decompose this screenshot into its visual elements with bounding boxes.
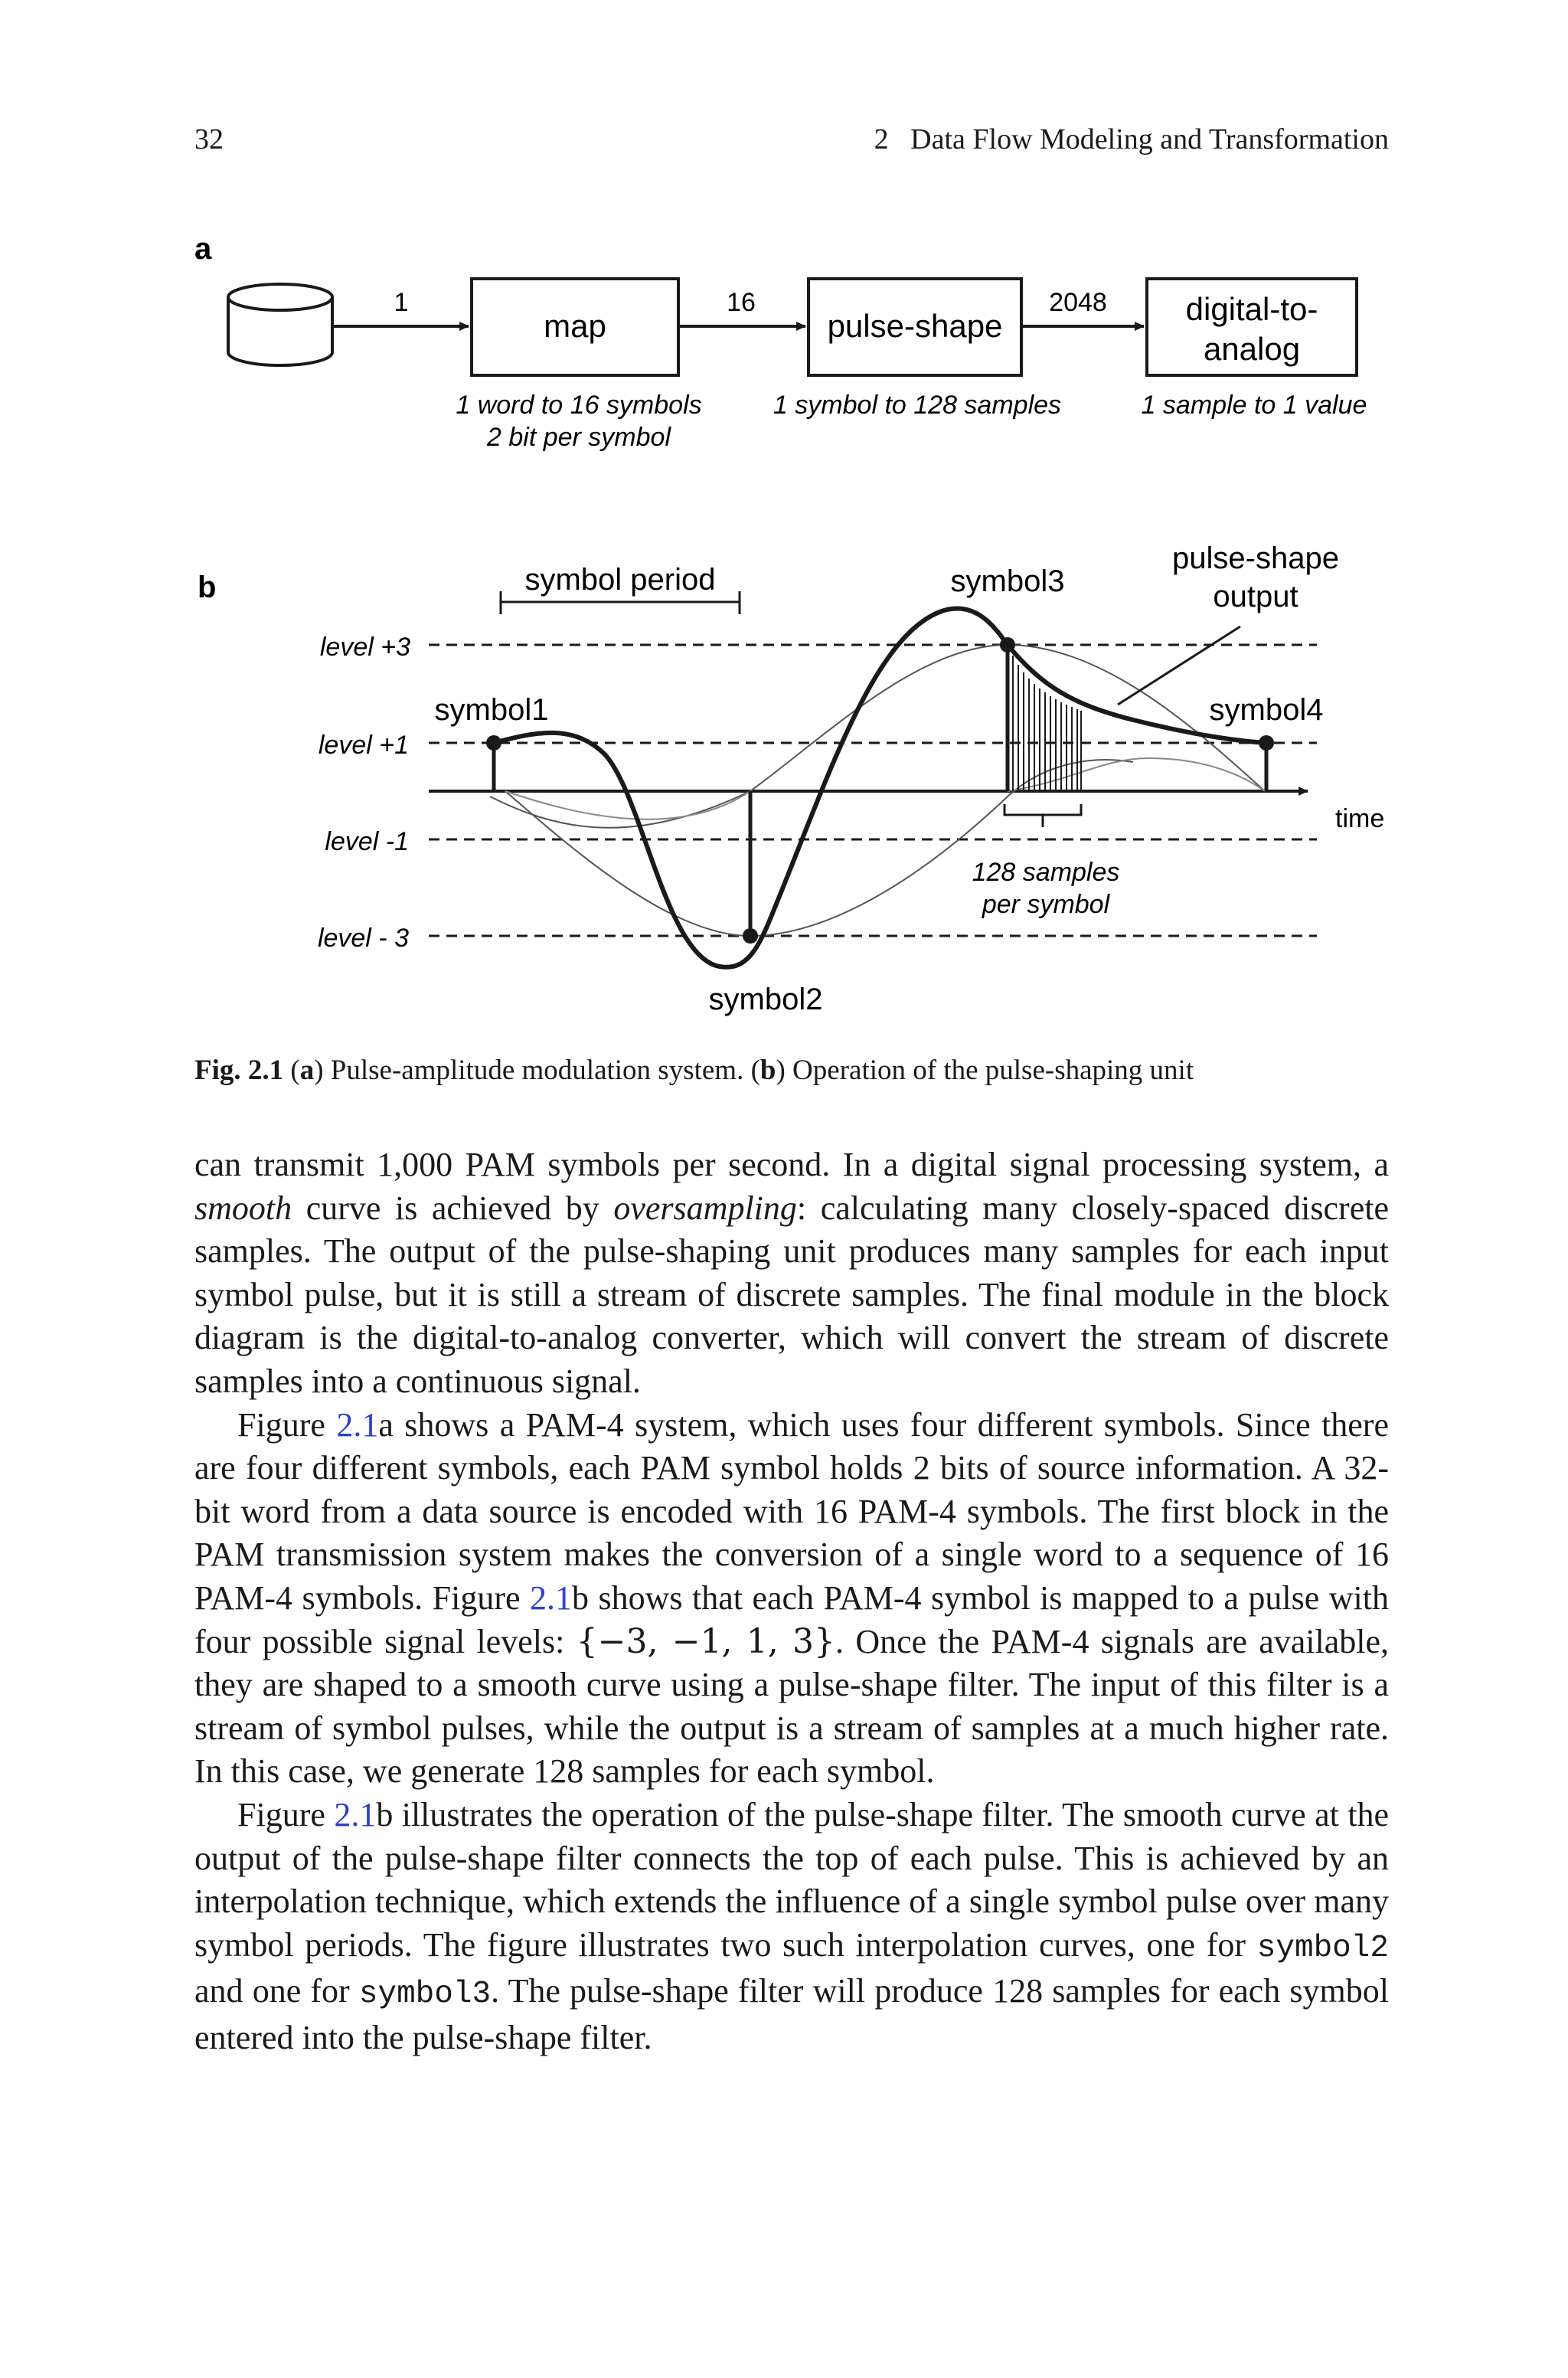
sample-lines <box>1008 645 1081 791</box>
caption-panel-a: a <box>299 1055 315 1086</box>
pulse-shape-output-curve <box>494 609 1266 967</box>
paragraph-1: can transmit 1,000 PAM symbols per second. In a digital signal processing system, a smooth curve is achieved by oversampling: calculating many closely-spaced discrete samples. The output of the pulse-shaping unit produces many samples for each input symbol pulse, but it is still a stream of discrete samples. The final module in the block diagram is the digital-to-analog converter, which will convert the stream of discrete samples into a continuous signal. <box>194 1146 1389 1400</box>
code-symbol3: symbol3 <box>358 1977 492 2013</box>
map-note-line2: 2 bit per symbol <box>487 423 671 452</box>
figure-ref-link[interactable]: 2.1 <box>336 1405 379 1444</box>
figure-2-1 <box>0 0 1568 1042</box>
panel-a-label: a <box>194 232 212 266</box>
symbol4-label: symbol4 <box>1209 693 1324 727</box>
dac-block-label-line2: analog <box>1203 331 1301 367</box>
page-number: 32 <box>194 123 224 155</box>
edge-label-1: 1 <box>394 288 409 317</box>
symbol2-dot <box>743 928 758 944</box>
map-block-label: map <box>544 308 606 344</box>
level-plus3-label: level +3 <box>319 633 410 662</box>
caption-label: Fig. 2.1 <box>194 1055 284 1086</box>
edge-label-2048: 2048 <box>1049 288 1107 317</box>
pulse-shape-output-label-line1: pulse-shape <box>1172 541 1339 575</box>
symbol1-label: symbol1 <box>434 693 549 727</box>
level-minus3-label: level - 3 <box>317 924 409 953</box>
samples-label-line1: 128 samples <box>972 858 1120 887</box>
level-minus1-label: level -1 <box>325 827 409 856</box>
caption-panel-b: b <box>760 1055 776 1086</box>
dac-block-label-line1: digital-to- <box>1185 291 1318 327</box>
panel-b-label: b <box>198 571 217 604</box>
map-note-line1: 1 word to 16 symbols <box>456 391 702 420</box>
samples-brace <box>1004 804 1081 827</box>
figure-caption <box>194 1052 1389 1089</box>
paragraph-3: Figure 2.1b illustrates the operation of the pulse-shape filter. The smooth curve at the output of the pulse-shape filter connects the top of each pulse. This is achieved by an interpolation technique, which extends the influence of a single symbol pulse over many symbol periods. The figure illustrates two such interpolation curves, one for symbol2 and one for symbol3. The pulse-shape filter will produce 128 samples for each symbol entered into the pulse-shape filter. <box>194 1795 1389 2056</box>
level-plus1-label: level +1 <box>318 731 409 760</box>
paragraph-2: Figure 2.1a shows a PAM-4 system, which uses four different symbols. Since there are four different symbols, each PAM symbol holds 2 bits of source information. A 32-bit word from a data source is encoded with 16 PAM-4 symbols. The first block in the PAM transmission system makes the conversion of a single word to a sequence of 16 PAM-4 symbols. Figure 2.1b shows that each PAM-4 symbol is mapped to a pulse with four possible signal levels: {−3, −1, 1, 3}. Once the PAM-4 signals are available, they are shaped to a smooth curve using a pulse-shape filter. The input of this filter is a stream of symbol pulses, while the output is a stream of samples at a much higher rate. In this case, we generate 128 samples for each symbol. <box>194 1405 1389 1791</box>
running-title: 2 Data Flow Modeling and Transformation <box>874 123 1389 155</box>
symbol3-label: symbol3 <box>950 564 1065 598</box>
symbol2-label: symbol2 <box>708 983 823 1016</box>
pulse-shape-block-label: pulse-shape <box>827 308 1003 344</box>
samples-label-line2: per symbol <box>982 890 1110 919</box>
code-symbol2: symbol2 <box>1256 1930 1389 1966</box>
symbol-period-label: symbol period <box>524 563 716 597</box>
figure-ref-link[interactable]: 2.1 <box>530 1578 573 1617</box>
body-text <box>194 1143 1389 2059</box>
time-label: time <box>1335 804 1385 833</box>
data-source-icon <box>228 284 332 365</box>
symbol3-dot <box>1000 637 1015 653</box>
caption-text: ) Pulse-amplitude modulation system. ( <box>314 1055 760 1086</box>
symbol1-dot <box>486 735 501 751</box>
pulse-shape-output-label-line2: output <box>1213 580 1298 613</box>
figure-ref-link[interactable]: 2.1 <box>334 1795 377 1833</box>
caption-text: ( <box>283 1055 300 1086</box>
dac-note: 1 sample to 1 value <box>1141 391 1367 420</box>
edge-label-16: 16 <box>727 288 756 317</box>
pulse-shape-note: 1 symbol to 128 samples <box>773 391 1062 420</box>
symbol4-interpolation-curve <box>1008 758 1265 791</box>
math-set: {−3, −1, 1, 3} <box>576 1621 836 1661</box>
caption-text: ) Operation of the pulse-shaping unit <box>776 1055 1194 1086</box>
symbol4-dot <box>1259 735 1274 751</box>
